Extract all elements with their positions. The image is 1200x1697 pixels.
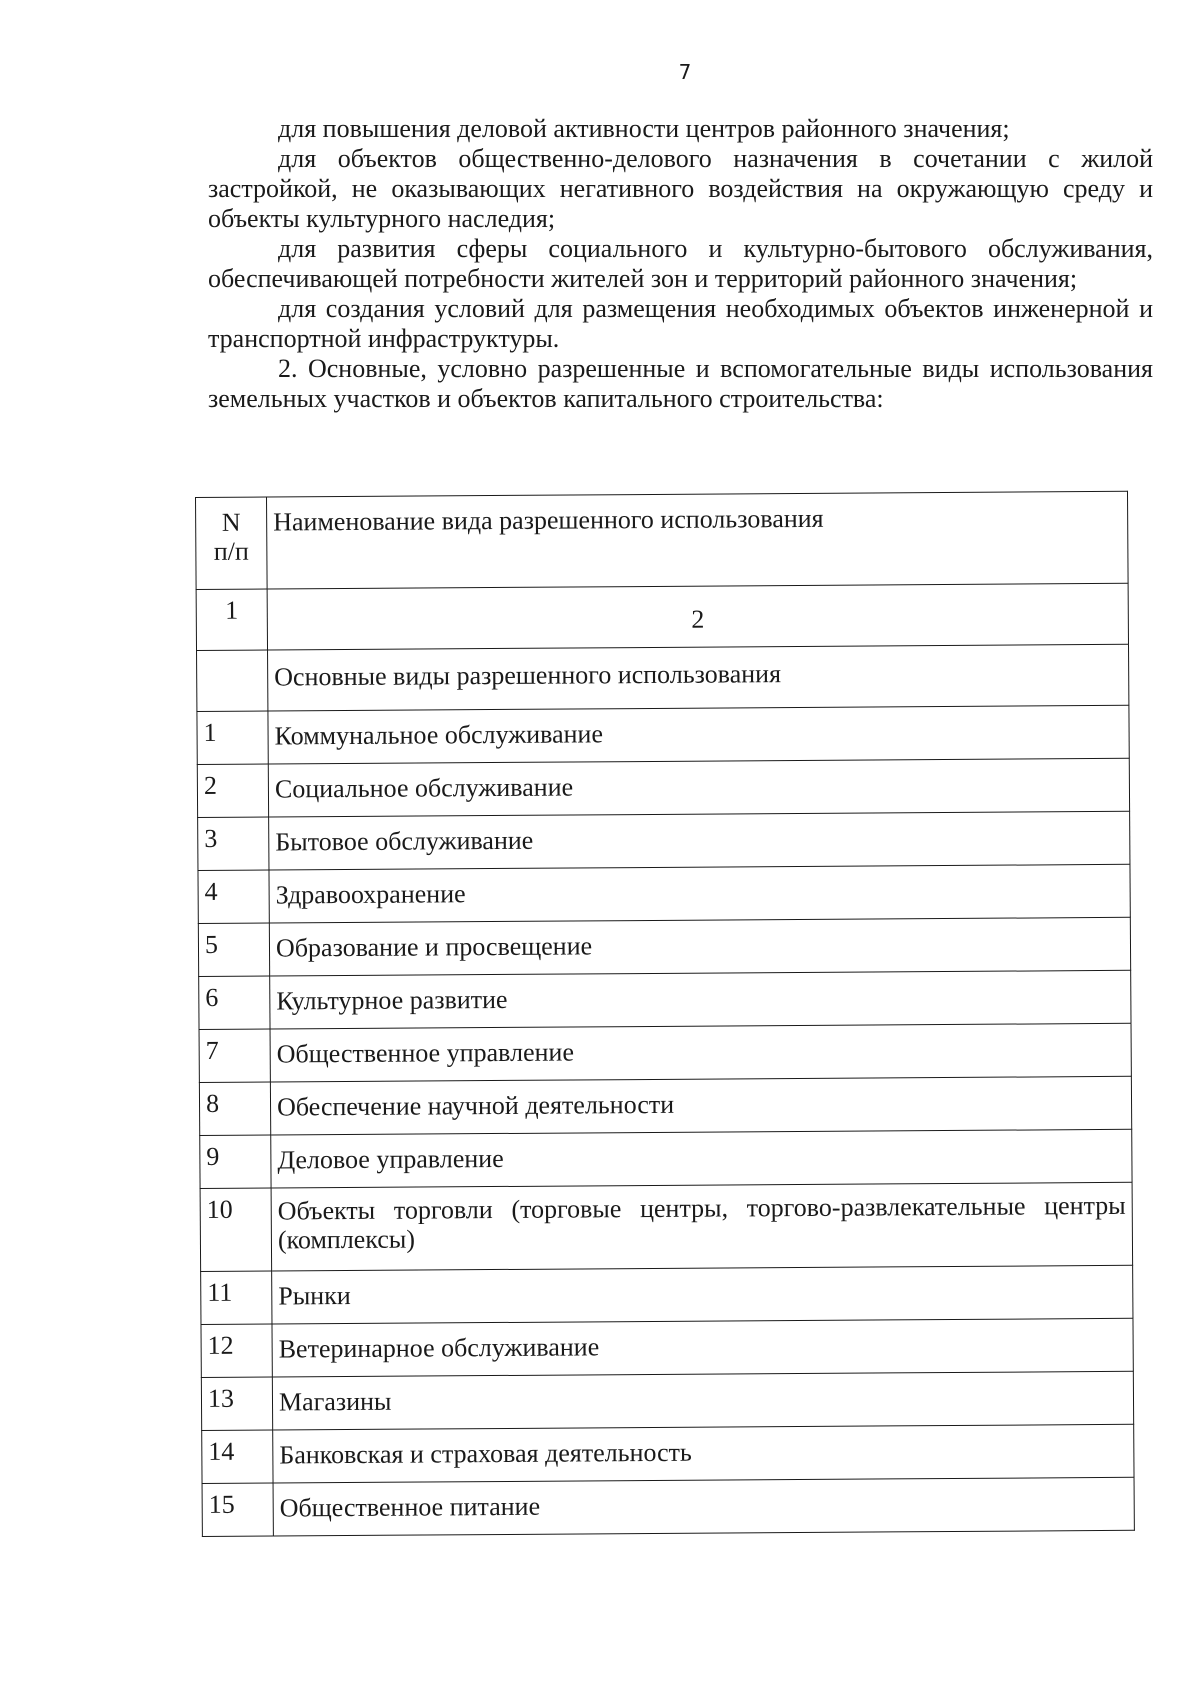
column-index-name: 2 <box>267 583 1128 650</box>
table-row <box>202 1424 1134 1483</box>
row-num: 9 <box>200 1135 271 1188</box>
header-num-line2: п/п <box>213 536 249 566</box>
table-row <box>198 811 1130 870</box>
row-name: Объекты торговли (торговые центры, торгово-развлекательные центры (комплексы) <box>271 1182 1133 1271</box>
row-num: 7 <box>199 1029 270 1082</box>
row-num: 10 <box>200 1188 272 1271</box>
row-name: Банковская и страховая деятельность <box>273 1424 1134 1483</box>
row-num: 13 <box>201 1377 272 1430</box>
column-index-row <box>196 583 1128 650</box>
row-name: Обеспечение научной деятельности <box>270 1076 1131 1135</box>
row-num: 6 <box>199 976 270 1029</box>
row-name: Деловое управление <box>271 1129 1132 1188</box>
row-num: 5 <box>198 923 269 976</box>
table-row <box>199 1023 1131 1082</box>
row-num: 3 <box>198 817 269 870</box>
table-row <box>198 864 1130 923</box>
row-name: Образование и просвещение <box>269 917 1130 976</box>
table-row <box>201 1318 1133 1377</box>
page-number: 7 <box>678 60 692 84</box>
table-row <box>199 970 1131 1029</box>
paragraph: для создания условий для размещения необходимых объектов инженерной и транспортной инфраструктуры. <box>208 294 1153 353</box>
paragraph: для развития сферы социального и культурно-бытового обслуживания, обеспечивающей потребности жителей зон и территорий районного значения; <box>208 234 1153 293</box>
row-num: 15 <box>202 1483 273 1536</box>
land-use-table <box>195 491 1135 1537</box>
table-row <box>202 1477 1134 1536</box>
table-row <box>200 1129 1132 1188</box>
section-num-cell <box>197 650 268 711</box>
row-name: Общественное управление <box>270 1023 1131 1082</box>
row-name: Здравоохранение <box>269 864 1130 923</box>
table-row <box>198 917 1130 976</box>
row-num: 14 <box>202 1430 273 1483</box>
table-row <box>197 705 1129 764</box>
paragraph: 2. Основные, условно разрешенные и вспомогательные виды использования земельных участков и объектов капитального строительства: <box>208 354 1153 413</box>
row-name: Культурное развитие <box>270 970 1131 1029</box>
paragraph: для объектов общественно-делового назначения в сочетании с жилой застройкой, не оказывающих негативного воздействия на окружающую среду и объекты культурного наследия; <box>208 144 1153 233</box>
paragraph: для повышения деловой активности центров районного значения; <box>278 114 1010 143</box>
column-index-num: 1 <box>196 589 267 650</box>
row-num: 1 <box>197 711 268 764</box>
row-num: 11 <box>201 1271 272 1324</box>
row-num: 4 <box>198 870 269 923</box>
table-row <box>200 1182 1133 1271</box>
row-name: Рынки <box>272 1265 1133 1324</box>
section-title: Основные виды разрешенного использования <box>268 644 1129 711</box>
table-row <box>201 1371 1133 1430</box>
row-name: Магазины <box>272 1371 1133 1430</box>
section-row <box>197 644 1129 711</box>
row-name: Социальное обслуживание <box>268 758 1129 817</box>
header-num-cell <box>196 497 268 589</box>
row-name: Ветеринарное обслуживание <box>272 1318 1133 1377</box>
row-num: 8 <box>199 1082 270 1135</box>
header-name-cell: Наименование вида разрешенного использования <box>267 491 1129 589</box>
table-row <box>201 1265 1133 1324</box>
body-text <box>208 114 1153 414</box>
row-name: Бытовое обслуживание <box>269 811 1130 870</box>
table-row <box>199 1076 1131 1135</box>
row-num: 12 <box>201 1324 272 1377</box>
row-name: Коммунальное обслуживание <box>268 705 1129 764</box>
table-header-row <box>196 491 1129 589</box>
row-num: 2 <box>197 764 268 817</box>
header-num-line1: N <box>221 507 241 537</box>
table-row <box>197 758 1129 817</box>
row-name: Общественное питание <box>273 1477 1134 1536</box>
